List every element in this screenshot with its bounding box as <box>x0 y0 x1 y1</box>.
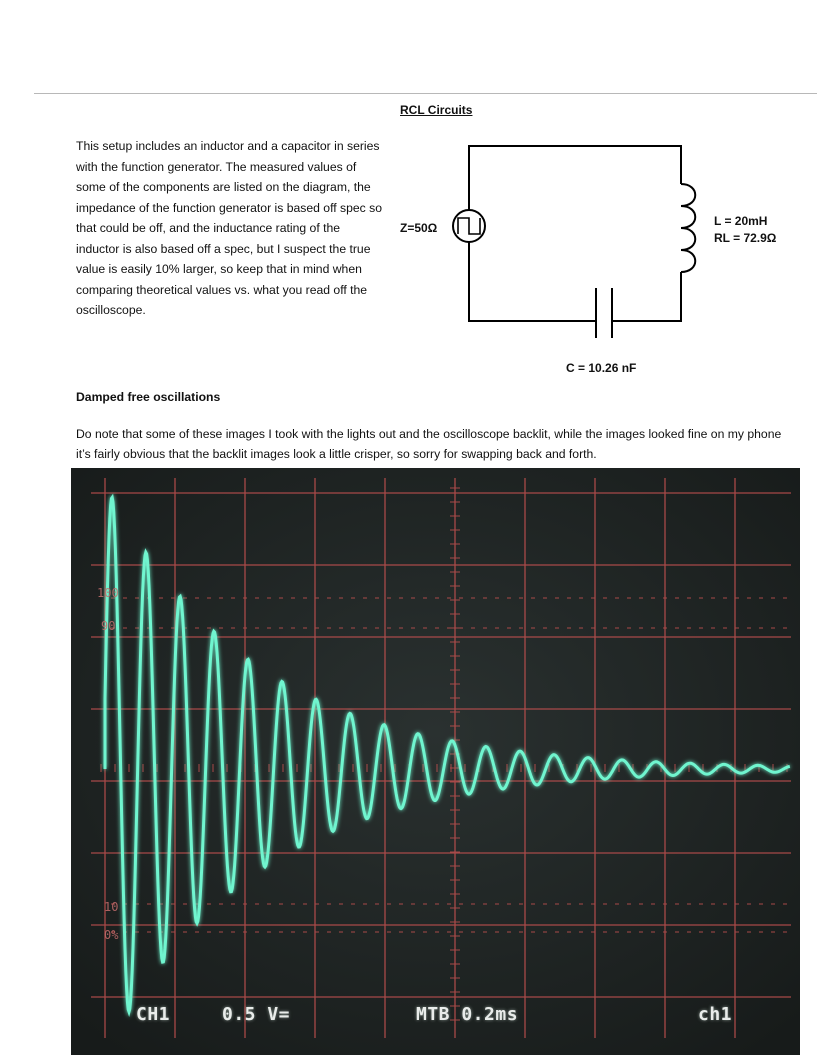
section-heading: Damped free oscillations <box>76 390 221 404</box>
scope-graticule <box>71 468 800 1055</box>
trigger-readout: ch1 <box>698 1004 733 1025</box>
circuit-diagram <box>390 130 810 380</box>
inductance-label: L = 20mH <box>714 214 768 228</box>
timebase-readout: MTB 0.2ms <box>416 1004 519 1025</box>
page-title: RCL Circuits <box>400 103 473 117</box>
capacitance-label: C = 10.26 nF <box>566 361 637 375</box>
resistance-label: RL = 72.9Ω <box>714 231 777 245</box>
wire-bottom-right <box>612 272 681 321</box>
source-impedance-label: Z=50Ω <box>400 221 438 235</box>
inductor-coil-icon <box>681 184 695 272</box>
scale-0-label: 0% <box>104 928 119 942</box>
note-paragraph: Do note that some of these images I took with the lights out and the oscilloscope backlit, while the images looked fine on my phone it’s fairly obvious that the backlit images look a little crisper, so sorry for swapping back and forth. <box>76 427 782 461</box>
volts-per-div-readout: 0.5 V= <box>222 1004 291 1025</box>
scale-90-label: 90 <box>101 619 116 633</box>
scale-100-label: 100 <box>97 586 119 600</box>
top-rule <box>34 93 817 94</box>
scale-10-label: 10 <box>104 900 119 914</box>
intro-paragraph: This setup includes an inductor and a capacitor in series with the function generator. The measured values of some of the components are listed on the diagram, the impedance of the function generator is based off spec so that could be off, and the inductance rating of the inductor is also based off a spec, but I suspect the true value is easily 10% larger, so keep that in mind when comparing theoretical values vs. what you read off the oscilloscope. <box>76 139 383 317</box>
wire-bottom-left <box>469 242 596 321</box>
oscilloscope-screen <box>71 468 800 1055</box>
channel-label: CH1 <box>136 1004 171 1025</box>
square-wave-icon <box>458 218 480 234</box>
wire-top <box>469 146 681 210</box>
